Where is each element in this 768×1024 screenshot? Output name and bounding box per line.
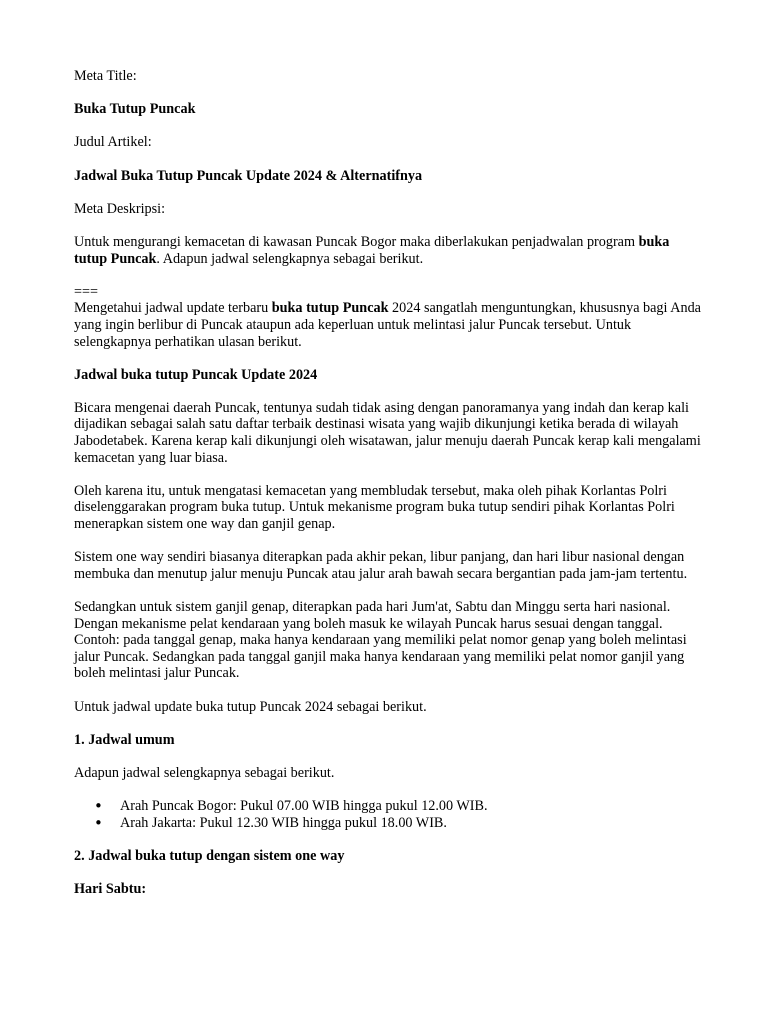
separator: ===: [74, 283, 99, 300]
meta-description-text-end: . Adapun jadwal selengkapnya sebagai berikut.: [156, 250, 424, 267]
document-body: [74, 68, 704, 914]
section-heading: Jadwal buka tutup Puncak Update 2024: [74, 366, 318, 383]
judul-label: Judul Artikel:: [74, 134, 152, 151]
list-item: • Arah Puncak Bogor: Pukul 07.00 WIB hingga pukul 12.00 WIB.: [74, 798, 704, 815]
intro-keyword: buka tutup Puncak: [271, 300, 389, 317]
intro-paragraph: [74, 300, 704, 350]
paragraph-2: Oleh karena itu, untuk mengatasi kemacetan yang membludak tersebut, maka oleh pihak Korlantas Polri diselenggarakan program buka tutup. Untuk mekanisme program buka tutup sendiri pihak Korlantas Polri menerapkan sistem one way dan ganjil genap.: [74, 482, 675, 533]
article-title: Jadwal Buka Tutup Puncak Update 2024 & Alternatifnya: [74, 167, 423, 184]
meta-title-label: Meta Title:: [74, 68, 137, 84]
meta-description-keyword: buka tutup Puncak: [74, 233, 670, 267]
paragraph-1: Bicara mengenai daerah Puncak, tentunya sudah tidak asing dengan panoramanya yang indah dan kerap kali dijadikan sebagai salah satu daftar terbaik destinasi wisata yang wajib dikunjungi ketika berada di wilayah Jabodetabek. Karena kerap kali dikunjungi oleh wisatawan, jalur menuju daerah Puncak kerap kali mengalami kemacetan yang luar biasa.: [74, 399, 701, 466]
meta-description-text: Untuk mengurangi kemacetan di kawasan Puncak Bogor maka diberlakukan penjadwalan program: [74, 233, 639, 250]
meta-description-label: Meta Deskripsi:: [74, 200, 166, 217]
intro-text-end: 2024 sangatlah menguntungkan, khususnya bagi Anda yang ingin berlibur di Puncak ataupun ada keperluan untuk melintasi jalur Puncak tersebut. Untuk selengkapnya perhatikan ulasan berikut.: [74, 300, 701, 350]
paragraph-4: Sedangkan untuk sistem ganjil genap, diterapkan pada hari Jum'at, Sabtu dan Minggu serta hari nasional. Dengan mekanisme pelat kendaraan yang boleh masuk ke wilayah Puncak harus sesuai dengan tanggal. Contoh: pada tanggal genap, maka hanya kendaraan yang memiliki pelat nomor genap yang boleh melintasi jalur Puncak. Sedangkan pada tanggal ganjil maka hanya kendaraan yang memiliki pelat nomor ganjil yang boleh melintasi jalur Puncak.: [74, 599, 687, 682]
paragraph-5: Untuk jadwal update buka tutup Puncak 2024 sebagai berikut.: [74, 698, 427, 715]
meta-description: [74, 234, 704, 267]
list-item: • Arah Jakarta: Pukul 12.30 WIB hingga pukul 18.00 WIB.: [74, 815, 704, 832]
subheading-one-way: 2. Jadwal buka tutup dengan sistem one way: [74, 847, 345, 864]
day-heading: Hari Sabtu:: [74, 881, 147, 898]
meta-title: Buka Tutup Puncak: [74, 101, 196, 118]
intro-text: Mengetahui jadwal update terbaru: [74, 300, 272, 317]
jadwal-umum-intro: Adapun jadwal selengkapnya sebagai berikut.: [74, 764, 335, 781]
schedule-list: [74, 798, 704, 831]
subheading-jadwal-umum: 1. Jadwal umum: [74, 731, 175, 748]
paragraph-3: Sistem one way sendiri biasanya diterapkan pada akhir pekan, libur panjang, dan hari libur nasional dengan membuka dan menutup jalur menuju Puncak atau jalur arah bawah secara bergantian pada jam-jam tertentu.: [74, 549, 688, 582]
